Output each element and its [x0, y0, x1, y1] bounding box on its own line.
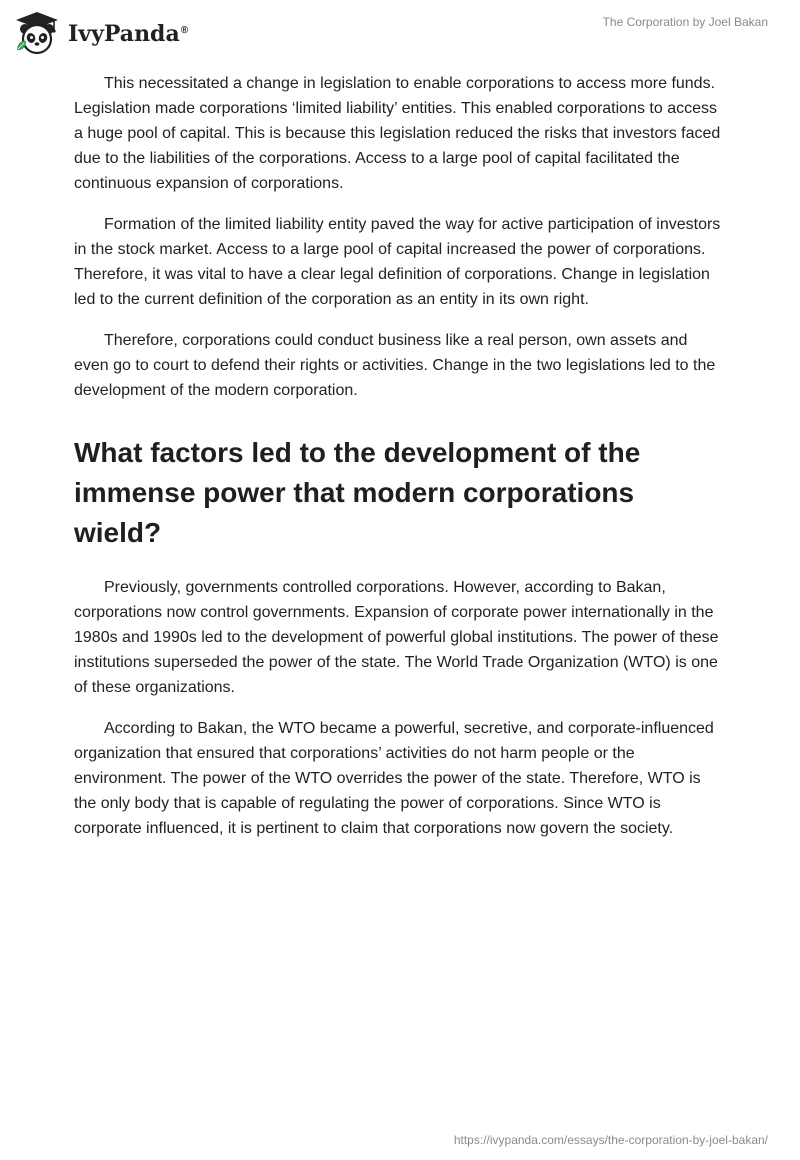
paragraph: Previously, governments controlled corporations. However, according to Bakan, corporations now control governments. Expansion of corporate power internationally in the 1980s and 1990s led to the development of powerful global institutions. The power of these institutions superseded the power of the state. The World Trade Organization (WTO) is one of these organizations. [74, 579, 719, 696]
source-url[interactable]: https://ivypanda.com/essays/the-corporation-by-joel-bakan/ [453, 1133, 768, 1147]
paragraph: Formation of the limited liability entity paved the way for active participation of investors in the stock market. Access to a large pool of capital increased the power of corporations. Therefore, it was vital to have a clear legal definition of corporations. Change in legislation led to the current definition of the corporation as an entity in its own right. [74, 216, 721, 308]
article-body [74, 71, 724, 857]
paragraph: Therefore, corporations could conduct business like a real person, own assets and even go to court to defend their rights or activities. Change in the two legislations led to the development of the modern corporation. [74, 332, 716, 399]
section-heading: What factors led to the development of the immense power that modern corporations wield? [74, 437, 641, 548]
page-header [0, 0, 800, 62]
brand-name: IvyPanda® [68, 21, 189, 47]
registered-mark: ® [180, 24, 189, 36]
paragraph: This necessitated a change in legislation to enable corporations to access more funds. Legislation made corporations ‘limited liability’ entities. This enabled corporations to access a huge pool of capital. This is because this legislation reduced the risks that investors faced due to the liabilities of the corporations. Access to a large pool of capital facilitated the continuous expansion of corporations. [74, 75, 721, 192]
panda-graduation-cap-icon [14, 10, 60, 56]
paragraph: According to Bakan, the WTO became a powerful, secretive, and corporate-influenced organization that ensured that corporations’ activities do not harm people or the environment. The power of the WTO overrides the power of the state. Therefore, WTO is the only body that is capable of regulating the power of corporations. Since WTO is corporate influenced, it is pertinent to claim that corporations now govern the society. [74, 720, 714, 837]
running-title: The Corporation by Joel Bakan [602, 15, 768, 29]
ivypanda-logo[interactable] [14, 10, 188, 56]
